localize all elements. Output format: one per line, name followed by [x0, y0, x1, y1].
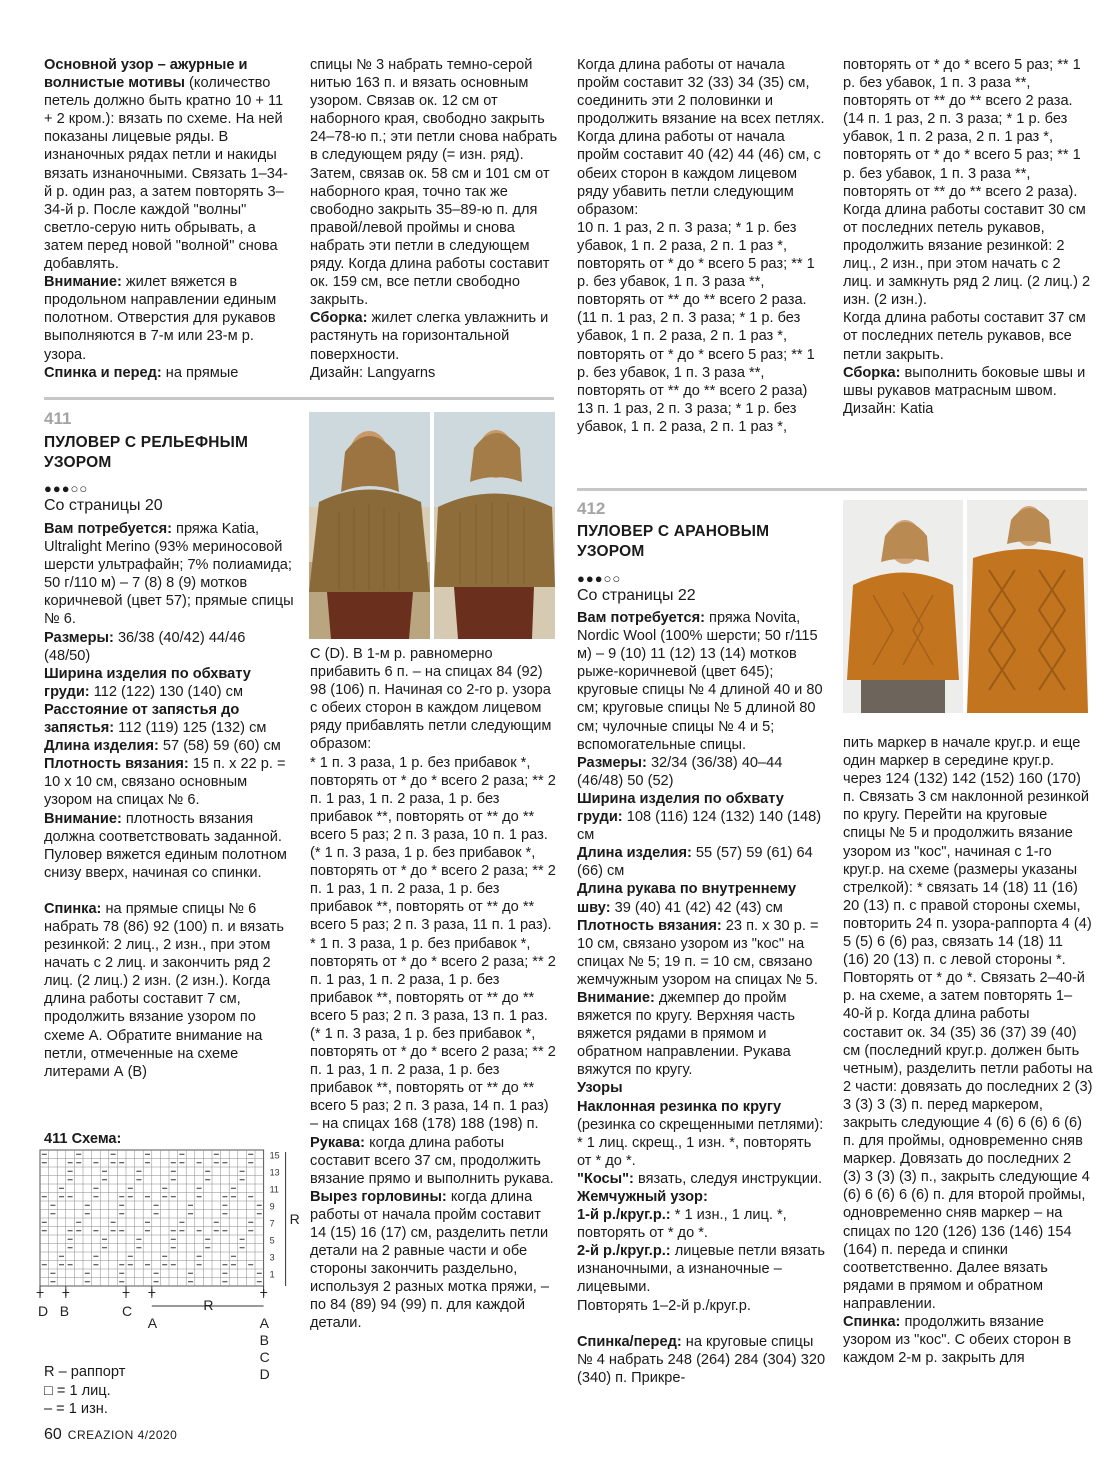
- paragraph-text: джемпер до пройм вяжется по кругу. Верхняя часть вяжется рядами в прямом и обратном направлении. Рукава вяжутся по кругу.: [577, 989, 795, 1079]
- paragraph-text: (* 1 п. 3 раза, 1 р. без прибавок *, повторять от * до * всего 2 раза; ** 2 п. 1 раз, 1 п. 2 раза, 1 р. без прибавок **, повторять от ** до ** всего 5 раз; 2 п. 3 раза, 11 п. 1 раз).: [310, 845, 556, 934]
- chart-marker-plus: +: [147, 1284, 156, 1300]
- paragraph-heading: Длина изделия:: [44, 738, 159, 755]
- section-411-from-page: Со страницы 20: [44, 497, 163, 514]
- paragraph: [44, 900, 294, 1081]
- paragraph-text: Когда длина работы от начала пройм составит 40 (42) 44 (46) см, с обеих сторон в каждом лицевом ряду убавить петли следующим образом:: [577, 129, 821, 218]
- paragraph: [577, 754, 827, 790]
- paragraph-text: 112 (122) 130 (140) см: [89, 683, 244, 700]
- paragraph-text: 10 п. 1 раз, 2 п. 3 раза; * 1 р. без убавок, 1 п. 2 раза, 2 п. 1 раз *, повторять от * до * всего 5 раз; ** 1 р. без убавок, 1 п. 3 раза **, повторять от ** до ** всего 2 раза. (11 п. 1 раз, 2 п. 3 раза; * 1 р. без убавок, 1 п. 2 раза, 2 п. 1 раз *, повторять от * до * всего 5 раз; ** 1 р. без убавок, 1 п. 3 раза **, повторять от ** до ** всего 2 раза): [577, 219, 815, 399]
- paragraph-text: когда длина работы от начала пройм составит 14 (15) 16 (17) см, разделить петли детали на 2 равные части и обе стороны закончить раздельно, используя 2 разных мотка пряжи, – по 84 (89) 94 (99) п. для каждой детали.: [310, 1188, 550, 1332]
- paragraph: [577, 1188, 827, 1206]
- paragraph-heading: Спинка/перед:: [577, 1333, 682, 1350]
- paragraph: [310, 935, 560, 1025]
- paragraph: [577, 128, 827, 218]
- paragraph: [577, 609, 827, 754]
- photo-411-right: [434, 412, 555, 639]
- chart-row-number: 3: [269, 1252, 275, 1263]
- paragraph-text: 55 (57) 59 (61) 64 (66) см: [577, 845, 813, 880]
- paragraph: [310, 1134, 560, 1188]
- paragraph-text: на прямые спицы № 6 набрать 78 (86) 92 (100) п. и вязать резинкой: 2 лиц., 2 изн., при этом начать с 2 лиц. и закончить ряд 2 лиц. (2 лиц.) 2 изн. (2 изн.). Когда длина работы составит 7 см, продолжить вязание узором по схеме А. Обратите внимание на петли, отмеченные на схеме литерами А (В): [44, 900, 284, 1080]
- paragraph-text: жилет вяжется в продольном направлении единым полотном. Отверстия для рукавов выполняются в 7-м или 23-м р. узора.: [44, 274, 277, 363]
- paragraph-heading: Внимание:: [577, 989, 655, 1006]
- chart-row-number: 9: [269, 1201, 275, 1212]
- page-footer: [44, 1426, 177, 1444]
- paragraph-heading: Узоры: [577, 1080, 623, 1097]
- paragraph-heading: Сборка:: [843, 364, 901, 381]
- paragraph-heading: Расстояние от запястья до запястья:: [44, 701, 240, 737]
- paragraph-text: повторять от * до * всего 5 раз; ** 1 р. без убавок, 1 п. 3 раза **, повторять от ** до ** всего 2 раза.: [843, 57, 1081, 110]
- paragraph-text: Когда длина работы составит 37 см от последних петель рукавов, все петли закрыть.: [843, 310, 1086, 363]
- legend-item: □ = 1 лиц.: [44, 1382, 111, 1399]
- chart-row-number: 5: [269, 1235, 275, 1246]
- paragraph: [44, 273, 294, 363]
- section-411-column-1: [44, 520, 294, 1081]
- paragraph-heading: Спинка:: [843, 1314, 901, 1330]
- paragraph: [577, 56, 827, 128]
- paragraph: [577, 1333, 827, 1387]
- chart-marker-plus: +: [61, 1284, 70, 1300]
- paragraph: [44, 810, 294, 882]
- paragraph: [310, 1188, 560, 1333]
- section-412-from-page: Со страницы 22: [577, 587, 696, 604]
- paragraph-text: на прямые: [161, 364, 239, 381]
- paragraph-heading: Наклонная резинка по кругу: [577, 1098, 782, 1115]
- paragraph-heading: Вырез горловины:: [310, 1188, 447, 1205]
- paragraph-heading: Жемчужный узор:: [577, 1189, 708, 1205]
- paragraph: [577, 1170, 827, 1188]
- column-4-top: [843, 56, 1093, 418]
- photo-412-left: [843, 500, 963, 713]
- paragraph: [44, 56, 294, 273]
- chart-marker-plus: +: [122, 1284, 131, 1300]
- section-412-title: ПУЛОВЕР С АРАНОВЫМ УЗОРОМ: [577, 523, 770, 560]
- paragraph-text: 23 п. x 30 р. = 10 см, связано узором из "кос" на спицах № 5; 19 п. = 10 см, связано жемчужным узором на спицах № 5.: [577, 917, 819, 988]
- paragraph: [843, 364, 1093, 400]
- paragraph-text: Дизайн: Katia: [843, 400, 934, 417]
- paragraph-heading: Сборка:: [310, 310, 368, 327]
- section-411-number: 411: [44, 409, 72, 428]
- chart-label-d: D: [38, 1303, 49, 1319]
- paragraph: [44, 665, 294, 701]
- paragraph: [577, 1242, 827, 1296]
- chart-row-number: 1: [269, 1269, 275, 1280]
- paragraph-heading: Длина изделия:: [577, 845, 692, 862]
- paragraph: [310, 56, 560, 309]
- paragraph-heading: 1-й р./круг.р.:: [577, 1207, 671, 1224]
- paragraph: [843, 201, 1093, 310]
- paragraph-text: Когда длина работы составит 30 см от последних петель рукавов, продолжить вязание резинкой: 2 лиц., 2 изн., при этом начать с 2 лиц. и замкнуть ряд 2 лиц. (2 лиц.) 2 изн. (2 изн.).: [843, 201, 1091, 309]
- paragraph-text: * 1 п. 3 раза, 1 р. без прибавок *, повторять от * до * всего 2 раза; ** 2 п. 1 раз, 1 п. 2 раза, 1 р. без прибавок **, повторять от ** до ** всего 5 раз; 2 п. 3 раза, 10 п. 1 раз.: [310, 754, 556, 843]
- paragraph: [577, 880, 827, 916]
- chart-row-number: 13: [269, 1167, 280, 1178]
- paragraph-text: (* 1 п. 3 раза, 1 р. без прибавок *, повторять от * до * всего 2 раза; ** 2 п. 1 раз, 1 п. 2 раза, 1 р. без прибавок **, повторять от ** до ** всего 5 раз; 2 п. 3 раза, 14 п. 1 раз) – на спицах 168 (178) 188 (198) п.: [310, 1025, 556, 1133]
- paragraph-heading: Размеры:: [577, 754, 647, 771]
- paragraph-text: выполнить боковые швы и швы рукавов матрасным швом.: [843, 364, 1086, 399]
- paragraph: [44, 701, 294, 737]
- paragraph-text: (резинка со скрещенными петлями): * 1 лиц. скрещ., 1 изн. *, повторять от * до *.: [577, 1116, 824, 1169]
- paragraph-heading: Ширина изделия по обхвату груди:: [577, 790, 784, 826]
- paragraph-heading: "Косы":: [577, 1170, 634, 1187]
- paragraph-text: Повторять 1–2-й р./круг.р.: [577, 1297, 751, 1314]
- paragraph-heading: Плотность вязания:: [577, 917, 722, 934]
- paragraph-text: 39 (40) 41 (42) 42 (43) см: [610, 899, 783, 916]
- legend-item: R – раппорт: [44, 1364, 126, 1380]
- section-411-title: ПУЛОВЕР С РЕЛЬЕФНЫМ УЗОРОМ: [44, 434, 249, 471]
- paragraph-heading: Вам потребуется:: [44, 521, 172, 537]
- paragraph-text: 108 (116) 124 (132) 140 (148) см: [577, 809, 822, 844]
- paragraph: [44, 629, 294, 665]
- paragraph-text: 13 п. 1 раз, 2 п. 3 раза; * 1 р. без убавок, 1 п. 2 раза, 2 п. 1 раз *,: [577, 400, 797, 435]
- paragraph-heading: Внимание:: [44, 810, 122, 827]
- chart-411-title: 411 Схема:: [44, 1131, 122, 1147]
- paragraph-text: плотность вязания должна соответствовать заданной. Пуловер вяжется единым полотном снизу вверх, начиная со спинки.: [44, 810, 287, 881]
- paragraph-text: 36/38 (40/42) 44/46 (48/50): [44, 629, 246, 664]
- paragraph: [577, 989, 827, 1079]
- paragraph-heading: Внимание:: [44, 274, 122, 291]
- paragraph: [44, 364, 294, 382]
- paragraph: [577, 219, 827, 400]
- paragraph-text: (количество петель должно быть кратно 10 + 11 + 2 кром.): вязать по схеме. На ней показаны лицевые ряды. В изнаночных рядах петли и накиды вязать изнаночными. Связать 1–34-й р. один раз, а затем повторять 3–34-й р. После каждой "волны" светло-серую нить обрывать, а затем перед новой "волной" снова добавлять.: [44, 75, 288, 273]
- paragraph: [44, 520, 294, 629]
- chart-row-number: 15: [269, 1150, 280, 1161]
- paragraph: [577, 1098, 827, 1170]
- magazine-issue: CREAZION 4/2020: [67, 1428, 178, 1442]
- paragraph-heading: Спинка:: [44, 900, 102, 917]
- paragraph: [843, 110, 1093, 200]
- paragraph-text: 57 (58) 59 (60) см: [158, 738, 281, 755]
- section-412-divider: [577, 488, 1087, 491]
- chart-label-c: C: [122, 1303, 133, 1319]
- chart-row-number: 7: [269, 1218, 275, 1229]
- paragraph: [577, 400, 827, 436]
- paragraph-heading: Рукава:: [310, 1134, 366, 1151]
- paragraph-text: * 1 п. 3 раза, 1 р. без прибавок *, повторять от * до * всего 2 раза; ** 2 п. 1 раз, 1 п. 2 раза, 1 р. без прибавок **, повторять от ** до ** всего 5 раз; 2 п. 3 раза, 13 п. 1 раз.: [310, 935, 556, 1024]
- paragraph-heading: Плотность вязания:: [44, 756, 189, 773]
- paragraph: [577, 1079, 827, 1097]
- paragraph-text: пить маркер в начале круг.р. и еще один маркер в середине круг.р. через 124 (132) 142 (152) 160 (170) п. Связать 3 см наклонной резинкой по кругу. Перейти на круговые спицы № 5 и продолжить вязание узором из "кос", начиная с 1-го круг.р. на схеме (размеры указаны стрелкой): * связать 14 (18) 11 (16) 20 (13) п. с правой стороны схемы, повторить 24 п. узора-раппорта 4 (4) 5 (5) 6 (6) раз, связать 14 (18) 11 (16) 20 (13) п. с левой стороны *. Повторять от * до *. Связать 2–40-й р. на схеме, а затем повторять 1–40-й р. Когда длина работы составит ок. 34 (35) 36 (37) 39 (40) см (последний круг.р. должен быть четным), разделить петли работы на 2 части: довязать до последних 2 (3) 3 (3) 3 (3) п. перед маркером, закрыть следующие 4 (6) 6 (6) 6 (6) п. для проймы, одновременно сняв маркер. Довязать до последних 2 (3) 3 (3) (3) п., закрыть следующие 4 (6) 6 (6) 6 (6) п. для второй проймы, одновременно сняв маркер – на спицах по 120 (126) 136 (146) 154 (164) п. переда и спинки соответственно. Далее вязать рядами в прямом и обратном направлении.: [843, 735, 1093, 1312]
- paragraph: [577, 790, 827, 844]
- paragraph-text: * 1 изн., 1 лиц. *, повторять от * до *.: [577, 1207, 787, 1242]
- legend-item: – = 1 изн.: [44, 1401, 108, 1417]
- paragraph-text: спицы № 3 набрать темно-серой нитью 163 п. и вязать основным узором. Связав ок. 12 см от наборного края, свободно закрыть 24–78-ю п.; эти петли снова набрать в следующем ряду (= изн. ряд). Затем, связав ок. 58 см и 101 см от наборного края, точно так же свободно закрыть 35–89-ю п. для правой/левой проймы и снова набрать эти петли в следующем ряду. Когда длина работы составит ок. 159 см, все петли свободно закрыть.: [310, 57, 558, 309]
- paragraph: [310, 309, 560, 363]
- paragraph-text: 32/34 (36/38) 40–44 (46/48) 50 (52): [577, 754, 783, 789]
- paragraph: [310, 844, 560, 934]
- paragraph: [44, 755, 294, 809]
- section-412-column-4: [843, 734, 1093, 1367]
- chart-label-right: B: [259, 1332, 269, 1348]
- paragraph: [843, 309, 1093, 363]
- chart-marker-plus: +: [259, 1284, 268, 1300]
- paragraph-heading: Длина рукава по внутреннему шву:: [577, 881, 797, 916]
- page-number: 60: [44, 1426, 62, 1443]
- paragraph-heading: Вам потребуется:: [577, 610, 705, 626]
- paragraph-text: вязать, следуя инструкции.: [633, 1170, 823, 1187]
- chart-row-number: 11: [269, 1184, 279, 1195]
- paragraph-text: пряжа Novita, Nordic Wool (100% шерсти; 50 г/115 м) – 9 (10) 11 (12) 13 (14) мотков рыже-коричневой (цвет 645); круговые спицы № 4 длиной 40 и 80 см; круговые спицы № 5 длиной 80 см; чулочные спицы № 4 и 5; вспомогательные спицы.: [577, 610, 823, 753]
- paragraph-heading: 2-й р./круг.р.:: [577, 1243, 671, 1260]
- chart-repeat-label: R: [289, 1211, 300, 1227]
- section-412-difficulty: ●●●○○: [577, 571, 622, 586]
- chart-label-right: A: [259, 1315, 269, 1331]
- paragraph-text: жилет слегка увлажнить и растянуть на горизонтальной поверхности.: [310, 310, 549, 363]
- paragraph-text: 112 (119) 125 (132) см: [114, 720, 267, 737]
- paragraph-text: Дизайн: Langyarns: [310, 364, 436, 381]
- paragraph: [843, 56, 1093, 110]
- chart-label-r: R: [203, 1297, 214, 1313]
- paragraph: [310, 754, 560, 844]
- paragraph: [843, 734, 1093, 1313]
- photo-411-left: [309, 412, 430, 639]
- chart-label-b: B: [59, 1303, 70, 1319]
- paragraph: [577, 844, 827, 880]
- paragraph-text: С (D). В 1-м р. равномерно прибавить 6 п. – на спицах 84 (92) 98 (106) п. Начиная со 2-го р. узора с обеих сторон в каждом лицевом ряду прибавлять петли следующим образом:: [310, 646, 552, 753]
- paragraph: [310, 645, 560, 754]
- section-411-column-2: [310, 645, 560, 1333]
- section-412-number: 412: [577, 499, 606, 518]
- photo-412-right: [967, 500, 1088, 713]
- section-412-column-3: [577, 609, 827, 1387]
- paragraph: [843, 1313, 1093, 1367]
- chart-marker-plus: +: [36, 1284, 45, 1300]
- paragraph-text: Когда длина работы от начала пройм составит 32 (33) 34 (35) см, соединить эти 2 половинки и продолжить вязание на всех петлях.: [577, 57, 825, 128]
- chart-label-a: A: [147, 1315, 158, 1331]
- paragraph: [843, 400, 1093, 418]
- paragraph-text: продолжить вязание узором из "кос". С обеих сторон в каждом 2-м р. закрыть для: [843, 1314, 1072, 1367]
- paragraph-text: пряжа Katia, Ultralight Merino (93% мериносовой шерсти ультрафайн; 7% полиамида; 50 г/110 м) – 7 (8) 8 (9) мотков коричневой (цвет 57); прямые спицы № 6.: [44, 521, 294, 628]
- paragraph-text: на круговые спицы № 4 набрать 248 (264) 284 (304) 320 (340) п. Прикре-: [577, 1333, 826, 1386]
- paragraph-text: лицевые петли вязать изнаночными, а изнаночные – лицевыми.: [577, 1243, 826, 1296]
- paragraph-heading: Размеры:: [44, 629, 114, 646]
- chart-411-legend: [44, 1363, 164, 1419]
- paragraph-text: когда длина работы составит всего 37 см, продолжить вязание прямо и выполнить рукава.: [310, 1134, 554, 1187]
- paragraph: [577, 1297, 827, 1315]
- chart-label-right: D: [259, 1366, 270, 1382]
- paragraph-text: (14 п. 1 раз, 2 п. 3 раза; * 1 р. без убавок, 1 п. 2 раза, 2 п. 1 раз *, повторять от * до * всего 5 раз; ** 1 р. без убавок, 1 п. 3 раза **, повторять от ** до ** всего 2 раза).: [843, 111, 1081, 200]
- paragraph: [577, 1206, 827, 1242]
- paragraph-heading: Основной узор – ажурные и волнистые мотивы: [44, 57, 248, 92]
- paragraph-text: 15 п. x 22 р. = 10 x 10 см, связано основным узором на спицах № 6.: [44, 756, 286, 809]
- paragraph: [310, 364, 560, 382]
- paragraph-heading: Ширина изделия по обхвату груди:: [44, 665, 251, 700]
- column-3-top: [577, 56, 827, 436]
- paragraph: [577, 917, 827, 989]
- paragraph-heading: Спинка и перед:: [44, 364, 162, 381]
- paragraph: [310, 1025, 560, 1134]
- column-2-top: [310, 56, 560, 382]
- paragraph: [44, 737, 294, 755]
- section-411-divider: [44, 397, 554, 400]
- column-1-top: [44, 56, 294, 382]
- chart-label-right: C: [259, 1349, 270, 1365]
- section-411-difficulty: ●●●○○: [44, 481, 89, 496]
